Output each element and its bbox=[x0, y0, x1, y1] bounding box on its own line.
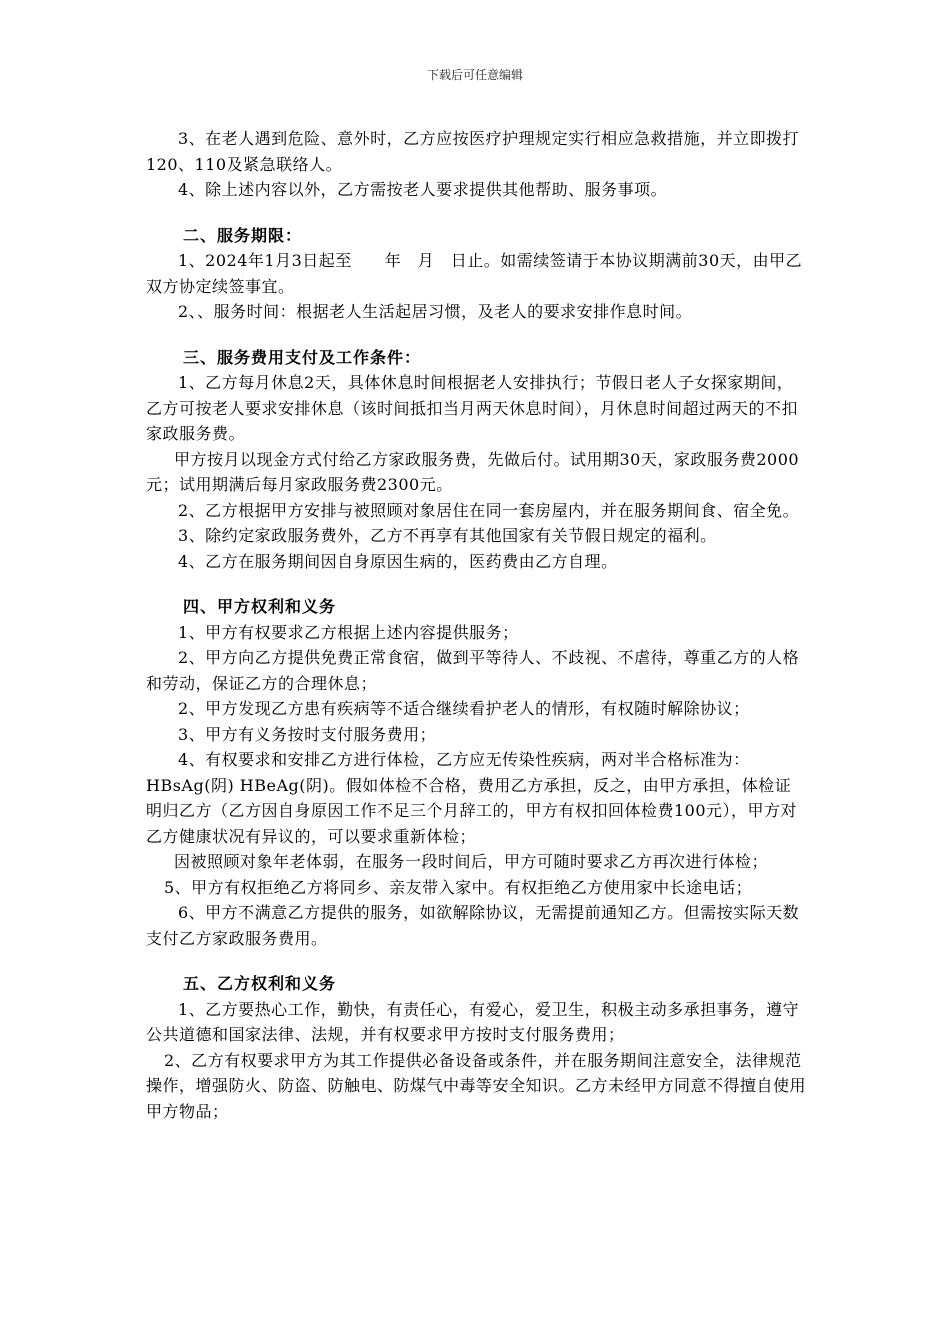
paragraph: 2、甲方向乙方提供免费正常食宿，做到平等待人、不歧视、不虐待，尊重乙方的人格和劳动，保证乙方的合理休息； bbox=[146, 648, 800, 693]
paragraph: 4、乙方在服务期间因自身原因生病的，医药费由乙方自理。 bbox=[178, 551, 618, 571]
paragraph: 3、除约定家政服务费外，乙方不再享有其他国家有关节假日规定的福利。 bbox=[178, 526, 717, 545]
section-heading: 二、服务期限： bbox=[183, 225, 303, 245]
paragraph: 2、乙方有权要求甲方为其工作提供必备设备或条件，并在服务期间注意安全，法律规范操作，增强防火、防盗、防触电、防煤气中毒等安全知识。乙方未经甲方同意不得擅自使用甲方物品； bbox=[146, 1050, 807, 1121]
paragraph: 4、除上述内容以外，乙方需按老人要求提供其他帮助、服务事项。 bbox=[178, 180, 668, 199]
section-heading: 四、甲方权利和义务 bbox=[183, 597, 337, 616]
paragraph: 6、甲方不满意乙方提供的服务，如欲解除协议，无需提前通知乙方。但需按实际天数支付乙方家政服务费用。 bbox=[146, 903, 800, 948]
paragraph: 5、甲方有权拒绝乙方将同乡、亲友带入家中。有权拒绝乙方使用家中长途电话； bbox=[164, 877, 753, 897]
document-body bbox=[146, 126, 806, 1124]
section-heading: 五、乙方权利和义务 bbox=[183, 974, 337, 993]
page-header: 下载后可任意编辑 bbox=[426, 68, 523, 82]
section-heading: 三、服务费用支付及工作条件： bbox=[183, 347, 422, 367]
paragraph: 1、甲方有权要求乙方根据上述内容提供服务； bbox=[178, 622, 519, 642]
paragraph: 1、乙方每月休息2天，具体休息时间根据老人安排执行；节假日老人子女探家期间，乙方可按老人要求安排休息（该时间抵扣当月两天休息时间），月休息时间超过两天的不扣家政服务费。 bbox=[146, 373, 799, 443]
paragraph: 1、乙方要热心工作，勤快，有责任心，有爱心，爱卫生，积极主动多承担事务，遵守公共道德和国家法律、法规，并有权要求甲方按时支付服务费用； bbox=[146, 999, 800, 1044]
paragraph: 1、2024年1月3日起至 年 月 日止。如需续签请于本协议期满前30天，由甲乙双方协定续签事宜。 bbox=[146, 251, 803, 296]
paragraph: 因被照顾对象年老体弱，在服务一段时间后，甲方可随时要求乙方再次进行体检； bbox=[174, 852, 769, 871]
paragraph: 4、有权要求和安排乙方进行体检，乙方应无传染性疾病，两对半合格标准为：HBsAg(阴) HBeAg(阴)。假如体检不合格，费用乙方承担，反之，由甲方承担，体检证明归乙方（乙方因自身原因工作不足三个月辞工的，甲方有权扣回体检费100元），甲方对乙方健康状况有异议的，可以要求重新体检； bbox=[146, 750, 798, 846]
paragraph: 2、甲方发现乙方患有疾病等不适合继续看护老人的情形，有权随时解除协议； bbox=[178, 699, 750, 718]
paragraph: 2、、服务时间：根据老人生活起居习惯，及老人的要求安排作息时间。 bbox=[178, 302, 693, 321]
paragraph: 3、在老人遇到危险、意外时，乙方应按医疗护理规定实行相应急救措施，并立即拨打120、110及紧急联络人。 bbox=[146, 129, 800, 174]
paragraph: 2、乙方根据甲方安排与被照顾对象居住在同一套房屋内，并在服务期间食、宿全免。 bbox=[178, 500, 800, 520]
paragraph: 3、甲方有义务按时支付服务费用； bbox=[178, 724, 437, 744]
paragraph: 甲方按月以现金方式付给乙方家政服务费，先做后付。试用期30天，家政服务费2000元；试用期满后每月家政服务费2300元。 bbox=[146, 449, 800, 494]
